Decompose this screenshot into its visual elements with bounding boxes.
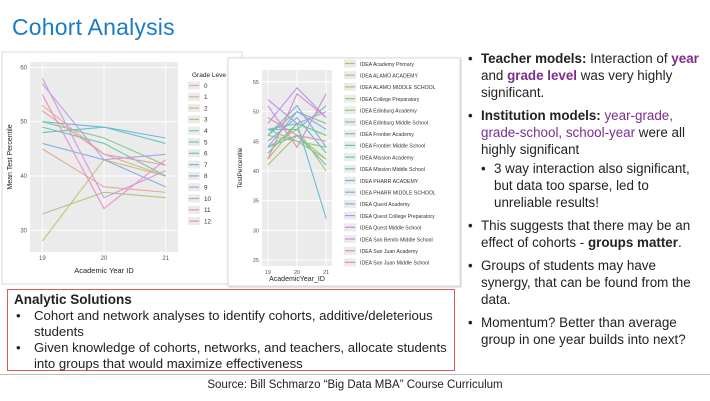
legend-label: 11: [204, 207, 211, 215]
chart1-x-label: Academic Year ID: [74, 266, 134, 275]
y-tick-label: 40: [20, 174, 27, 180]
finding-highlight: groups matter: [587, 235, 678, 250]
legend-label: IDEA San Benito Middle School: [360, 237, 433, 244]
legend-label: 9: [204, 184, 208, 192]
legend-label: IDEA ALAMO MIDDLE SCHOOL: [360, 85, 436, 92]
charts-panel: [0, 50, 462, 293]
legend-label: 1: [204, 94, 208, 102]
legend-label: IDEA PHARR ACADEMY: [360, 178, 419, 185]
legend-label: 12: [204, 218, 212, 226]
footer-divider: [0, 374, 710, 375]
analytic-solutions-box: [7, 289, 455, 371]
legend-label: IDEA Academy Primary: [360, 61, 414, 68]
legend-label: IDEA Quest Academy: [360, 202, 410, 209]
y-tick-label: 45: [252, 139, 259, 146]
legend-label: IDEA PHARR MIDDLE SCHOOL: [360, 190, 436, 197]
y-tick-label: 50: [20, 119, 27, 126]
legend-label: 2: [204, 105, 208, 113]
findings-list: [468, 50, 706, 354]
legend-label: IDEA Mission Academy: [360, 155, 414, 162]
source-citation: Source: Bill Schmarzo “Big Data MBA” Course Curriculum: [207, 379, 503, 391]
legend-label: IDEA Mission Middle School: [360, 167, 425, 174]
finding-label: Institution models:: [481, 108, 601, 123]
x-tick-label: 19: [264, 270, 271, 276]
finding-highlight: grade level: [507, 68, 578, 83]
y-tick-label: 35: [252, 198, 259, 205]
finding-text: This suggests that there may be an effect of cohorts -: [481, 218, 691, 250]
y-tick-label: 60: [20, 65, 27, 72]
legend-label: 5: [204, 139, 208, 147]
legend-label: IDEA College Preparatory: [360, 96, 420, 103]
finding-institution-models: [468, 107, 706, 158]
legend-label: IDEA ALAMO ACADEMY: [360, 73, 418, 80]
finding-cohorts: [468, 217, 706, 251]
legend-label: IDEA Quest College Preparatory: [360, 213, 435, 220]
legend-label: 0: [204, 82, 208, 90]
y-tick-label: 30: [252, 228, 259, 235]
finding-teacher-models: [468, 50, 706, 101]
legend-label: IDEA Quest Middle School: [360, 225, 422, 232]
chart1-legend-title: Grade Leve: [192, 72, 226, 79]
chart2-x-label: AcademicYear_ID: [269, 276, 325, 283]
legend-label: IDEA Edinburg Academy: [360, 108, 417, 115]
finding-synergy: • Groups of students may have synergy, that can be found from the data.: [468, 257, 706, 308]
legend-label: IDEA Frontier Middle School: [360, 143, 426, 150]
legend-label: 4: [204, 128, 208, 135]
x-tick-label: 21: [323, 270, 330, 276]
finding-text: Interaction of: [586, 51, 672, 66]
legend-label: IDEA Frontier Academy: [360, 132, 414, 138]
finding-momentum: • Momentum? Better than average group in one year builds into next?: [468, 314, 706, 348]
finding-highlight: year-grade, grade-school, school-year: [481, 108, 673, 140]
y-tick-label: 55: [252, 79, 259, 86]
legend-label: 6: [204, 150, 208, 158]
analytic-item: • Given knowledge of cohorts, networks, and teachers, allocate students into groups that would maximize effectiveness: [14, 340, 448, 372]
x-tick-label: 19: [38, 256, 46, 262]
charts-svg: [0, 50, 462, 288]
finding-text: .: [677, 235, 682, 250]
y-tick-label: 30: [20, 228, 27, 235]
finding-text: were all highly significant: [481, 125, 685, 157]
x-tick-label: 20: [100, 256, 108, 262]
y-tick-label: 40: [252, 168, 259, 175]
legend-label: IDEA San Juan Academy: [360, 249, 418, 255]
x-tick-label: 21: [162, 256, 170, 262]
analytic-solutions-heading: Analytic Solutions: [14, 292, 132, 307]
finding-highlight: year: [671, 51, 699, 66]
chart2-y-label: TestPercentile: [237, 147, 244, 189]
y-tick-label: 50: [252, 109, 259, 116]
legend-label: 3: [204, 116, 208, 124]
legend-label: 8: [204, 173, 208, 181]
x-tick-label: 20: [293, 270, 301, 276]
legend-label: IDEA Edinburg Middle School: [360, 120, 429, 127]
finding-three-way: • 3 way interaction also significant, but data too sparse, led to unreliable results!: [468, 160, 706, 211]
finding-label: Teacher models:: [481, 51, 587, 66]
legend-label: 10: [204, 195, 212, 203]
legend-label: IDEA San Juan Middle School: [360, 260, 430, 267]
slide-title: Cohort Analysis: [12, 14, 175, 40]
legend-label: 7: [204, 161, 208, 169]
finding-text: and: [481, 68, 508, 83]
finding-text: was very highly significant.: [481, 68, 673, 100]
chart1-y-label: Mean Test Percentile: [7, 124, 14, 190]
analytic-item: • Cohort and network analyses to identify cohorts, additive/deleterious students: [14, 308, 448, 340]
y-tick-label: 25: [252, 258, 259, 265]
